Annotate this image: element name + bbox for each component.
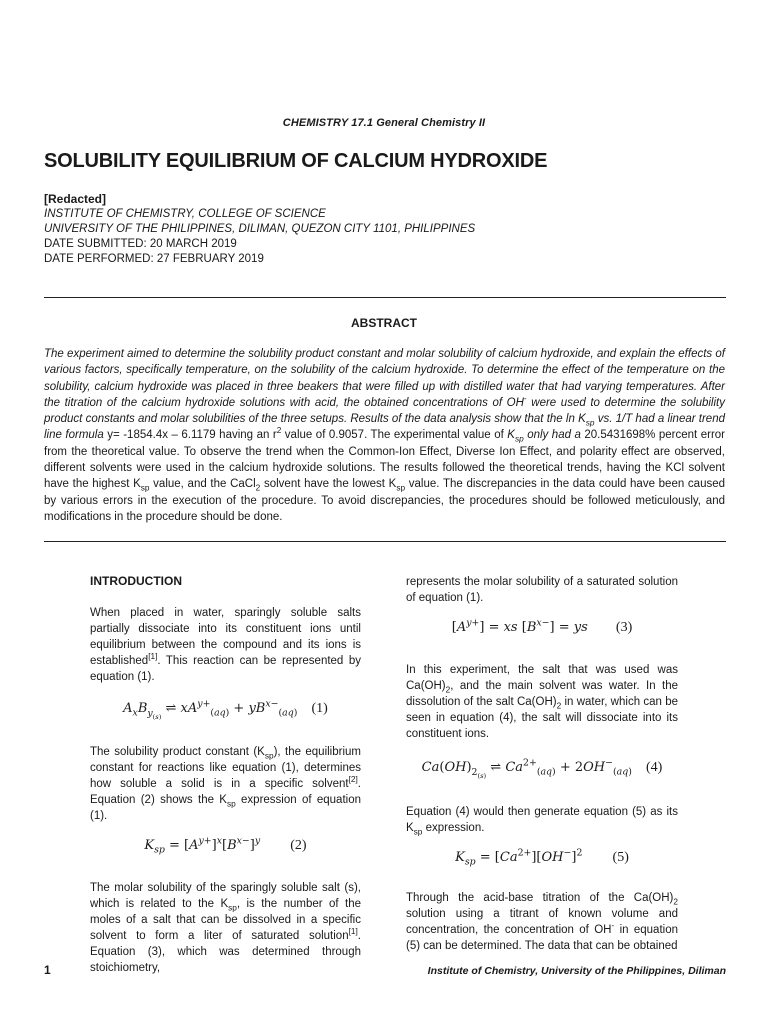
footer-institution: Institute of Chemistry, University of the Philippines, Diliman: [427, 965, 726, 977]
date-performed: DATE PERFORMED: 27 FEBRUARY 2019: [44, 253, 264, 265]
intro-paragraph-3: The molar solubility of the sparingly soluble salt (s), which is related to the $K_{sp}$, is the number of the moles of a salt that can be dissolved in a specific solvent to form a liter of saturated solution[1]. Equation (3), which was determined through stoichiometry,: [90, 882, 361, 974]
date-submitted: DATE SUBMITTED: 20 MARCH 2019: [44, 238, 237, 250]
introduction-heading: INTRODUCTION: [90, 574, 182, 588]
intro-paragraph-6: Equation (4) would then generate equation (5) as its $K_{sp}$ expression.: [406, 806, 678, 837]
intro-paragraph-2: The solubility product constant $(K_{sp})$, the equilibrium constant for reactions like equation (1), determines how soluble a solid is in a specific solvent[2]. Equation (2) shows the $K_{sp}$ expression of equation (1).: [90, 746, 361, 822]
equation-4: $Ca(OH)_{2_{(s)}}$ ⇌ $Ca^{2+}_{(aq)} + 2OH^-_{(aq)}$ (4): [421, 757, 663, 780]
affiliation-line-2: UNIVERSITY OF THE PHILIPPINES, DILIMAN, QUEZON CITY 1101, PHILIPPINES: [44, 223, 476, 235]
column-left: [90, 574, 361, 976]
intro-paragraph-4: represents the molar solubility of a saturated solution of equation (1).: [406, 576, 678, 604]
divider-bottom: [44, 541, 726, 542]
equation-1: $A_xB_{y_{(s)}}$ ⇌ $xA^{y+}_{(aq)} + yB^{x-}_{(aq)}$ (1): [123, 698, 328, 721]
abstract-body: The experiment aimed to determine the solubility product constant and molar solubility of calcium hydroxide, and explain the effects of various factors, specifically temperature, on the solubility of the calcium hydroxide. To determine the effect of the temperature on the solubility, calcium hydroxide was placed in three beakers that were filled up with distilled water that had varying temperatures. After the titration of the calcium hydroxide solutions with acid, the obtained concentrations of OH- were used to determine the solubility product constants and molar solubilities of the three setups. Results of the data analysis show that the $\ln K_{sp}$ vs. 1/T had a linear trend line formula y= -1854.4x – 6.1179 having an $r^2$ value of 0.9057. The experimental value of $K_{sp}$ only had a 20.5431698% percent error from the theoretical value. To observe the trend when the Common-Ion Effect, Diverse Ion Effect, and polarity effect are observed, different solvents were used in the calcium hydroxide solutions. The results followed the theoretical trends, having the KCl solvent have the highest $K_{sp}$ value, and the CaCl$_2$ solvent have the lowest $K_{sp}$ value. The discrepancies in the data could have been caused by various errors in the execution of the procedure. To avoid discrepancies, the procedures should be followed meticulously, and modifications in the procedure should be done.: [44, 348, 726, 523]
abstract-heading: ABSTRACT: [351, 316, 417, 330]
page-number: 1: [44, 963, 51, 977]
affiliation-line-1: INSTITUTE OF CHEMISTRY, COLLEGE OF SCIENCE: [44, 208, 326, 220]
equation-5: $K_{sp} = [Ca^{2+}][OH^-]^2$ (5): [455, 847, 629, 868]
paper-title: SOLUBILITY EQUILIBRIUM OF CALCIUM HYDROXIDE: [44, 150, 548, 172]
course-label: CHEMISTRY 17.1 General Chemistry II: [282, 117, 486, 129]
intro-paragraph-5: In this experiment, the salt that was used was $Ca(OH)_2$, and the main solvent was water. In the dissolution of the salt $Ca(OH)_2$ in water, which can be seen in equation (4), the salt will dissociate into its constituent ions.: [406, 664, 678, 740]
intro-paragraph-7: Through the acid-base titration of the $Ca(OH)_2$ solution using a titrant of known volume and concentration, the concentration of OH- in equation (5) can be determined. The data that can be obtained: [406, 892, 678, 952]
column-right: [406, 574, 678, 954]
divider-top: [44, 297, 726, 298]
author-name: [Redacted]: [44, 192, 107, 206]
equation-3: $[A^{y+}]$ = xs $[B^{x-}]$ = ys (3): [451, 617, 633, 635]
intro-paragraph-1: When placed in water, sparingly soluble salts partially dissociate into its constituent ions until equilibrium between the compound and its ions is established[1]. This reaction can be represented by equation (1).: [90, 607, 361, 683]
equation-2: $K_{sp} = [A^{y+}]^x[B^{x-}]^y$ (2): [144, 835, 307, 856]
